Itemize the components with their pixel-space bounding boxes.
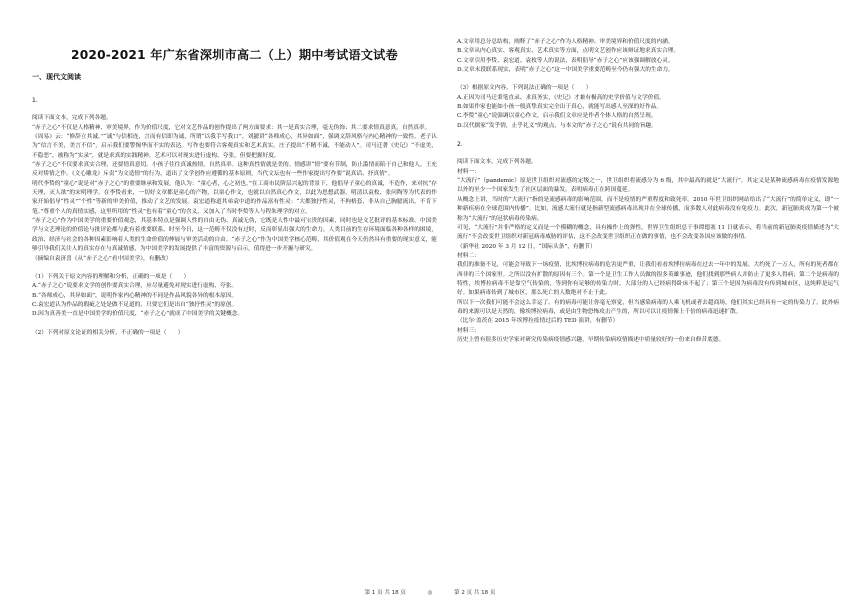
passage-paragraph: 从概念上讲，当时的“大流行”指的是流感病毒的影响范围，而不是疫情的严重程度和致死率。2010 年世卫组织网站给出了“大流行”的简单定义，即“一种新疾病在全球范围内传播”。比如，流感大流行就是指新型流感病毒出现并在全球传播，而多数人对此病毒没有免疫力。此次，新冠肺炎成为第一个被称为“大流行”的冠状病毒传染病。 xyxy=(457,196,839,222)
passage-paragraph: 《周易》云：“修辞立其诚。”“诚”与信相连，言而有信即为诚，所谓“以我手写我口”。刘勰讲“各师成心，其异如面”，强调文辞风格与内心精神的一致性。老子认为“信言不美，美言不信”，启示我们要警惕华而不实的表达。写作也要符合客观真实和艺术真实。庄子提出“不精不诚，不能动人”。司马迁著《史记》“不虚美，不隐恶”，被称为“实录”，就是求真的实践精神。艺术可以对现实进行虚构、夸张，但要把握好度。 xyxy=(32,134,437,159)
passage-paragraph: 我们的准备不足，可能会导致下一场疫情，比埃博拉病毒的危害更严重，让我们看看埃博拉病毒在过去一年中的发展。大约死了一万人，所有的死者都在西非的三个国家里。之所以没有扩散的原因有三个。第一个是卫生工作人员做的很多英雄事迹，他们找到那些病人并防止了更多人得病；第二个是病毒的特性，埃博拉病毒不是靠空气传染的，等到你有足够的传染力时，大部分的人已经病得卧床不起了；第三个是因为病毒没有传到城市区，这纯粹是运气好。如果病毒传到了城市区，那么死亡的人数绝对不止于此。 xyxy=(457,262,839,297)
answer-option: C.袁宏道认为作品的瑕疵之处是做不足道的，只要它们是出自“独抒性灵”的原创。 xyxy=(32,301,238,308)
source-note: （新华社 2020 年 3 月 12 日，“国际头条”，有删节） xyxy=(457,243,596,250)
question-number: 2. xyxy=(457,141,463,149)
passage-paragraph: 可见，“大流行”并非严格的定义而是一个模糊的概念，具有操作上的弹性，世界卫生组织总干事谭德塞 11 日就表示，将当前的新冠肺炎疫情描述为“大流行”不会改变世卫组织对新冠病毒威胁的评估，这不会改变世卫组织正在做的事情，也不会改变各国应该做的事情。 xyxy=(457,224,839,241)
page-footer xyxy=(0,588,860,596)
sub-question: （1）下列关于原文内容的理解和分析，正确的一项是（ ） xyxy=(32,273,190,280)
source-note: （比尔·盖茨在 2015 年埃博拉疫情过后的 TED 演讲，有删节） xyxy=(457,318,619,325)
passage-paragraph: “大流行”（pandemic）原是世卫组织对流感的定级之一，世卫组织将流感分为 6 级，其中最高的就是“大流行”，其定义是某种流感病毒在疫情发源地以外的至少一个国家发生了社区层面的暴发，表明病毒正在跨国蔓延。 xyxy=(457,178,839,194)
answer-option: A.文章用总分总结构，阐释了“赤子之心”作为人格精神、审美境界和价值尺度的内涵。 xyxy=(457,39,674,45)
answer-option: D.因为真善美一直是中国美学的价值尺度，“赤子之心”就成了中国美学的关键概念。 xyxy=(32,311,244,318)
page-number-right: 第 2 页 共 18 页 xyxy=(454,590,496,596)
answer-option: B.“各师成心，其异如面”，说明作家内心精神的不同是作品风貌各异的根本原因。 xyxy=(32,292,238,299)
passage-paragraph: “赤子之心”不仅是人格精神、审美境界，作为价值尺度，它对文艺作品的创作提出了两方面要求：其一是真实合理，毫无伪饰；其二要求情真意真，自然真率。 xyxy=(32,124,431,131)
question-number: 1. xyxy=(32,97,38,104)
material-label: 材料一： xyxy=(457,168,480,175)
answer-option: D.汉代儒家“发乎情，止乎礼义”的观点，与本文的“赤子之心”说有共同的旨趣。 xyxy=(457,122,657,129)
answer-option: B.如果作家也能如小孩一般真挚真实完全出于真心，就能写出感人至深的好作品。 xyxy=(457,104,663,111)
instruction: 阅读下面文本，完成下列各题。 xyxy=(457,159,537,166)
answer-option: A.“赤子之心”说要求文学的创作要真实合理，应尽量避免对现实进行虚构、夸张。 xyxy=(32,283,238,290)
material-label: 材料二： xyxy=(457,252,480,259)
source-note: （摘编自袁济喜《从“赤子之心”看中国美学》，有删改） xyxy=(32,255,172,262)
answer-option: C.文章引用李贽、袁宏道、袁枚等人的说法，表明倡导“赤子之心”应该强调解放心灵。 xyxy=(457,57,674,64)
passage-paragraph: 历史上曾有很多历史学家对研究传染病疫情感兴趣，早期传染病疫情描述中质量较好的一份来自修昔底德。 xyxy=(457,336,725,343)
answer-option: D.文章末段联系现实，表明“赤子之心”这一中国美学重要范畴至今仍有强大的生命力。 xyxy=(457,67,674,74)
section-heading: 一、现代文阅读 xyxy=(32,73,81,81)
page-number-left: 第 1 页 共 18 页 xyxy=(364,590,406,596)
answer-option: C.李贽“童心”说强调以童心作文，启示我们文章应是作者个体人格的自然呈现。 xyxy=(457,113,657,120)
left-column xyxy=(32,0,437,338)
answer-option: B.文章从内心真实、客观真实、艺术真实等方面，点明文艺创作应该辩证地求真实合理。 xyxy=(457,48,680,55)
instruction: 阅读下面文本，完成下列各题。 xyxy=(32,115,112,122)
passage-paragraph: “赤子之心”作为中国美学的重要价值观念，其基本特点是强调人性的自由无伪、真诚无伪，它既是人性中最可宝贵的因素，同时也是文艺批评的基本标准。中国美学与文艺理论的价值论与批评论都与此有着重要联系。时至今日，这一范畴不仅没有过时，反而彰显出强大的生命力。人类目前的生存环境面临各种各样的困境，政治、经济与社会的各种因素影响着人类的生命价值的伸展与审美活动的自由。“赤子之心”作为中国美学核心范畴，其价值观在今天仍然具有重要的现实意义，能够引导我们关注人的真实存在与真诚情感，为中国美学的发展提供了丰富的资源与启示，值得进一步开掘与研究。 xyxy=(32,218,437,253)
right-column xyxy=(457,0,839,345)
sub-question: （3）根据原文内容，下列说法正确的一项是（ ） xyxy=(457,85,592,92)
page-title: 2020-2021 年广东省深圳市高二（上）期中考试语文试卷 xyxy=(71,48,398,62)
passage-paragraph: “赤子之心”不仅要求真实合理，还要情真意切。小孩子往往真诚热情，自然真率。这种真性情就是美的。情感讲“情”要有节制，防止滥情而陷于自己和他人。王充反对矫情之作。《文心雕龙》斥责“为文造情”的行为，道出了文学创作应遵循的基本原则，当代文坛也有一些作家提出写作要“说真话、抒真情”。 xyxy=(32,162,437,178)
material-label: 材料三： xyxy=(457,327,480,334)
sub-question: （2）下列对原文论证的相关分析，不正确的一项是（ ） xyxy=(32,329,184,336)
footer-center-mark: ◎ xyxy=(427,590,433,596)
passage-paragraph: 所以下一次我们可能不会这么幸运了。有的病毒可能让你毫无察觉，但当感染病毒的人乘飞机或者去超商场，他们其实已经具有一定的传染力了。此外病毒的来源可以是天然的，像埃博拉病毒，或是由生物恐怖攻击产生的，所以可以让疫情像上千倍的病毒迅速扩散。 xyxy=(457,299,839,315)
answer-option: A.正因为司马迁秉笔直录、求真务实，《史记》才兼有极高的史学价值与文学价值。 xyxy=(457,94,665,101)
passage-paragraph: 明代李贽的“童心”说是对“赤子之心”的重要继承和发展。他认为：“童心者，心之初也。”在工商市民阶层兴起的背景下，他倡导子童心的真诚，不造作，来对抗“存天理，灭人欲”的宋明理学。在李贽看来，一切好文章都是童心的产物，以童心作文，也就以自然真心作文，以此为思想武器，明清以袁枚、张问陶等为代表的作家开始倡导“性灵”“个性”等新的审美价值，推动了文艺的发展。袁宏道称道其弟袁中道的作品富有性灵：“大都独抒性灵，不拘格套，非从自己胸臆流出，不肯下笔。”尊重个人的真情实感，这里所用的“性灵”也有着“童心”的含义，又加入了当时李贽等人与程朱理学的对立。 xyxy=(32,180,437,215)
